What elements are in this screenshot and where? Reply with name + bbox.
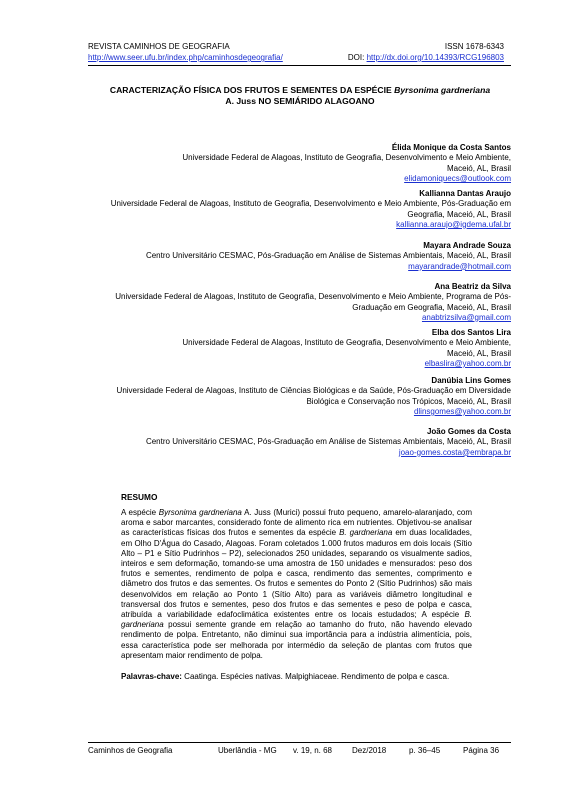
author-name: Elba dos Santos Lira bbox=[431, 328, 511, 337]
author-email-link[interactable]: kallianna.araujo@igdema.ufal.br bbox=[396, 219, 511, 229]
footer-volume: v. 19, n. 68 bbox=[293, 746, 332, 755]
author-2 bbox=[111, 189, 511, 230]
author-email-link[interactable]: mayarandrade@hotmail.com bbox=[408, 261, 511, 271]
author-affiliation: Graduação em Geografia, Maceió, AL, Brasil bbox=[352, 302, 511, 312]
abstract-heading: RESUMO bbox=[121, 492, 158, 502]
author-affiliation: Biológica e Conservação nos Trópicos, Maceió, AL, Brasil bbox=[306, 396, 511, 406]
footer-date: Dez/2018 bbox=[352, 746, 387, 755]
abstract-text bbox=[121, 508, 472, 661]
title-part2: A. Juss NO SEMIÁRIDO ALAGOANO bbox=[225, 96, 375, 106]
author-name: Ana Beatriz da Silva bbox=[434, 282, 511, 291]
title-species: Byrsonima gardneriana bbox=[394, 85, 491, 95]
issn: ISSN 1678-6343 bbox=[444, 42, 504, 51]
author-4 bbox=[115, 282, 511, 323]
keywords bbox=[121, 672, 472, 682]
author-affiliation: Centro Universitário CESMAC, Pós-Graduação em Análise de Sistemas Ambientais, Maceió, AL, Brasil bbox=[145, 437, 511, 447]
footer-page-number: Página 36 bbox=[463, 746, 500, 755]
author-affiliation: Universidade Federal de Alagoas, Instituto de Geografia, Desenvolvimento e Meio Ambiente, bbox=[182, 338, 511, 348]
author-name: João Gomes da Costa bbox=[426, 427, 511, 436]
author-6 bbox=[117, 376, 511, 417]
abstract-species: B. gardneriana bbox=[121, 610, 472, 630]
author-affiliation: Maceió, AL, Brasil bbox=[446, 348, 511, 358]
author-5 bbox=[182, 328, 511, 369]
author-7 bbox=[146, 427, 511, 458]
paper-title bbox=[80, 85, 520, 107]
author-name: Mayara Andrade Souza bbox=[423, 241, 511, 250]
doi-link[interactable]: http://dx.doi.org/10.14393/RCG196803 bbox=[366, 53, 504, 62]
author-affiliation: Universidade Federal de Alagoas, Instituto de Ciências Biológicas e da Saúde, Pós-Graduação em Diversidade bbox=[116, 386, 511, 396]
doi-label: DOI: bbox=[347, 53, 365, 62]
keywords-text: Caatinga. Espécies nativas. Malpighiaceae. Rendimento de polpa e casca. bbox=[181, 672, 450, 681]
author-email-link[interactable]: joao-gomes.costa@embrapa.br bbox=[398, 447, 511, 457]
author-3 bbox=[146, 241, 511, 272]
journal-url-link[interactable]: http://www.seer.ufu.br/index.php/caminhosdegeografia/ bbox=[88, 53, 283, 62]
author-name: Élida Monique da Costa Santos bbox=[391, 143, 511, 152]
author-email-link[interactable]: anabtrizsilva@gmail.com bbox=[421, 312, 511, 322]
abstract-species: Byrsonima gardneriana bbox=[158, 508, 242, 517]
abstract-species: B. gardneriana bbox=[339, 528, 393, 538]
abstract-segment: em duas localidades, em Olho D'Água do Casado, Alagoas. Foram coletados 1.000 frutos maduros em dois locais (Sítio Alto – P1 e Sítio Pudrinhos – P2), selecionados 250 unidades, separando os visualmente sadios, inteiros e sem deformação, tomando-se uma amostra de 150 unidades e mensurados: peso dos frutos e sementes, rendimento de polpa e casca, rendimento das sementes, comprimento e diâmetro dos frutos e das sementes. Os frutos e sementes do Ponto 2 (Sítio Pudrinhos) são mais desenvolvidos em relação ao Ponto 1 (Sítio Alto) para as variáveis diâmetro longitudinal e transversal dos frutos e sementes, peso dos frutos e das sementes e peso de polpa e casca, atribuída a variabilidade edafoclimática existentes entre os locais estudados; A espécie bbox=[121, 528, 472, 620]
title-part1: CARACTERIZAÇÃO FÍSICA DOS FRUTOS E SEMENTES DA ESPÉCIE bbox=[109, 85, 395, 95]
doi-line bbox=[348, 53, 504, 63]
author-affiliation: Geografia, Maceió, AL, Brasil bbox=[407, 209, 511, 219]
journal-name: REVISTA CAMINHOS DE GEOGRAFIA bbox=[88, 42, 230, 51]
author-email-link[interactable]: elidamoniquecs@outlook.com bbox=[404, 173, 511, 183]
abstract-segment: A espécie bbox=[121, 508, 159, 517]
author-name: Danúbia Lins Gomes bbox=[431, 376, 511, 385]
author-email-link[interactable]: elbaslira@yahoo.com.br bbox=[424, 358, 511, 368]
author-affiliation: Centro Universitário CESMAC, Pós-Graduação em Análise de Sistemas Ambientais, Maceió, AL, Brasil bbox=[145, 251, 511, 261]
header-rule bbox=[88, 65, 511, 66]
author-affiliation: Universidade Federal de Alagoas, Instituto de Geografia, Desenvolvimento e Meio Ambiente, Programa de Pós- bbox=[115, 292, 511, 302]
author-affiliation: Universidade Federal de Alagoas, Instituto de Geografia, Desenvolvimento e Meio Ambiente, Pós-Graduação em bbox=[110, 199, 511, 209]
abstract-segment: A. Juss (Murici) possui fruto pequeno, amarelo-alaranjado, com aroma e sabor marcantes, considerado fonte de alimento rica em nutrientes. Objetivou-se analisar as características físicas dos frutos e sementes da espécie bbox=[121, 508, 472, 538]
author-email-link[interactable]: dlinsgomes@yahoo.com.br bbox=[413, 406, 511, 416]
author-1 bbox=[182, 143, 511, 184]
footer-city: Uberlândia - MG bbox=[218, 746, 277, 755]
keywords-label: Palavras-chave: bbox=[121, 672, 182, 681]
author-affiliation: Universidade Federal de Alagoas, Instituto de Geografia, Desenvolvimento e Meio Ambiente, bbox=[182, 153, 511, 163]
footer-journal: Caminhos de Geografia bbox=[88, 746, 173, 755]
footer-rule bbox=[88, 742, 511, 743]
abstract-segment: possui semente grande em relação ao tamanho do fruto, não havendo elevado rendimento de polpa. Entretanto, não diminui sua importância para a indústria alimentícia, pois, essa característica pode ser melhorada por intermédio da seleção de plantas com frutos que apresentam maior rendimento de polpa. bbox=[121, 620, 472, 660]
author-affiliation: Maceió, AL, Brasil bbox=[446, 163, 511, 173]
author-name: Kallianna Dantas Araujo bbox=[419, 189, 511, 198]
footer-pages: p. 36–45 bbox=[409, 746, 441, 755]
